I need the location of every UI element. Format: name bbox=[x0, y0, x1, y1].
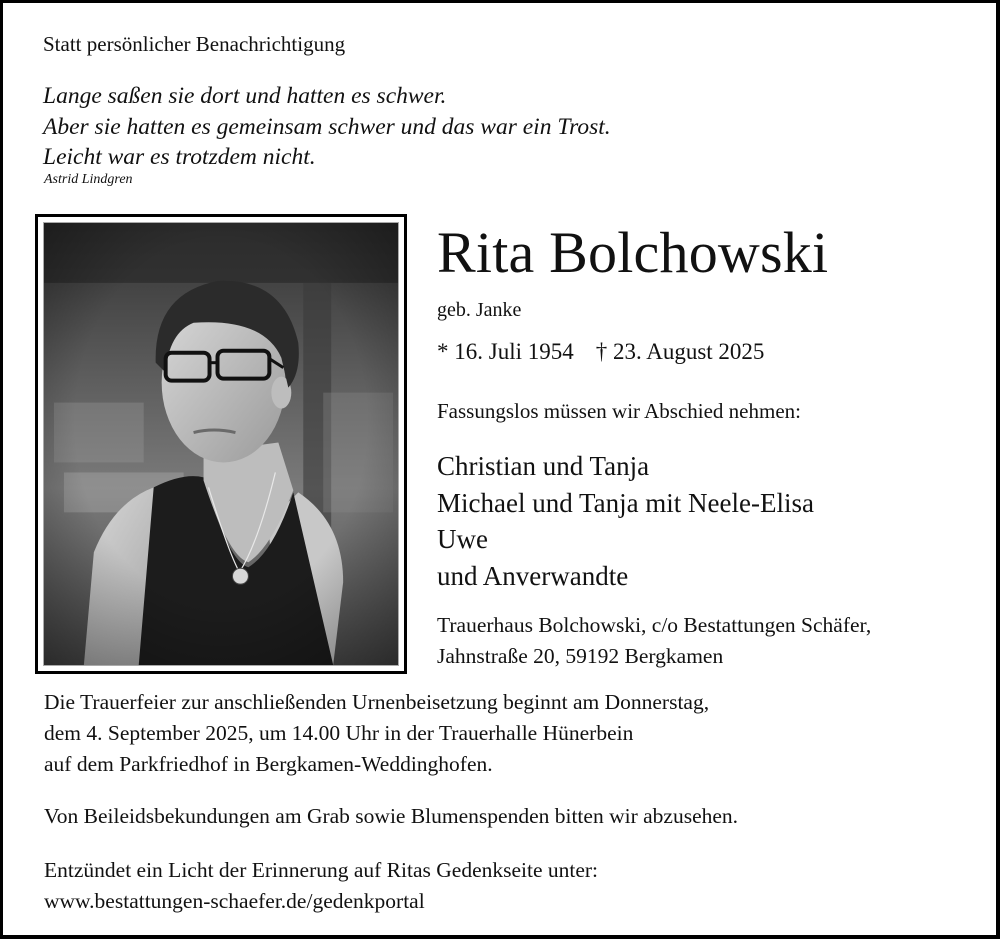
memorial-intro: Entzündet ein Licht der Erinnerung auf Ritas Gedenkseite unter: bbox=[44, 858, 599, 882]
mourner: Christian und Tanja bbox=[437, 451, 650, 481]
portrait-frame bbox=[35, 214, 407, 674]
mourning-address bbox=[437, 610, 871, 671]
mourner: und Anverwandte bbox=[437, 560, 629, 591]
memorial-link[interactable]: www.bestattungen-schaefer.de/gedenkportal bbox=[44, 889, 425, 913]
address-line: Jahnstraße 20, 59192 Bergkamen bbox=[437, 643, 724, 668]
death-date: † 23. August 2025 bbox=[595, 339, 765, 364]
farewell-line: Fassungslos müssen wir Abschied nehmen: bbox=[437, 399, 801, 423]
mourner: Uwe bbox=[437, 524, 488, 554]
notice-header: Statt persönlicher Benachrichtigung bbox=[43, 32, 346, 56]
mourners-list bbox=[437, 448, 814, 594]
mourner: Michael und Tanja mit Neele-Elisa bbox=[437, 487, 814, 518]
ceremony-line: dem 4. September 2025, um 14.00 Uhr in der Trauerhalle Hünerbein bbox=[44, 721, 634, 745]
ceremony-line: Die Trauerfeier zur anschließenden Urnenbeisetzung beginnt am Donnerstag, bbox=[44, 690, 710, 714]
maiden-name: geb. Janke bbox=[437, 299, 522, 321]
address-line: Trauerhaus Bolchowski, c/o Bestattungen Schäfer, bbox=[437, 613, 872, 637]
condolence-request: Von Beileidsbekundungen am Grab sowie Blumenspenden bitten wir abzusehen. bbox=[44, 804, 739, 828]
ceremony-info bbox=[44, 687, 709, 780]
quote-line: Leicht war es trotzdem nicht. bbox=[43, 144, 316, 170]
portrait-photo bbox=[43, 222, 399, 666]
quote-line: Lange saßen sie dort und hatten es schwer. bbox=[43, 83, 447, 109]
quote-author: Astrid Lindgren bbox=[44, 172, 133, 187]
deceased-name: Rita Bolchowski bbox=[437, 220, 829, 285]
memorial-info bbox=[44, 855, 598, 917]
ceremony-line: auf dem Parkfriedhof in Bergkamen-Weddinghofen. bbox=[44, 752, 493, 776]
quote bbox=[43, 81, 611, 173]
life-dates bbox=[437, 339, 764, 365]
quote-line: Aber sie hatten es gemeinsam schwer und das war ein Trost. bbox=[43, 113, 611, 140]
portrait-illustration bbox=[44, 223, 398, 665]
birth-date: * 16. Juli 1954 bbox=[437, 339, 574, 364]
